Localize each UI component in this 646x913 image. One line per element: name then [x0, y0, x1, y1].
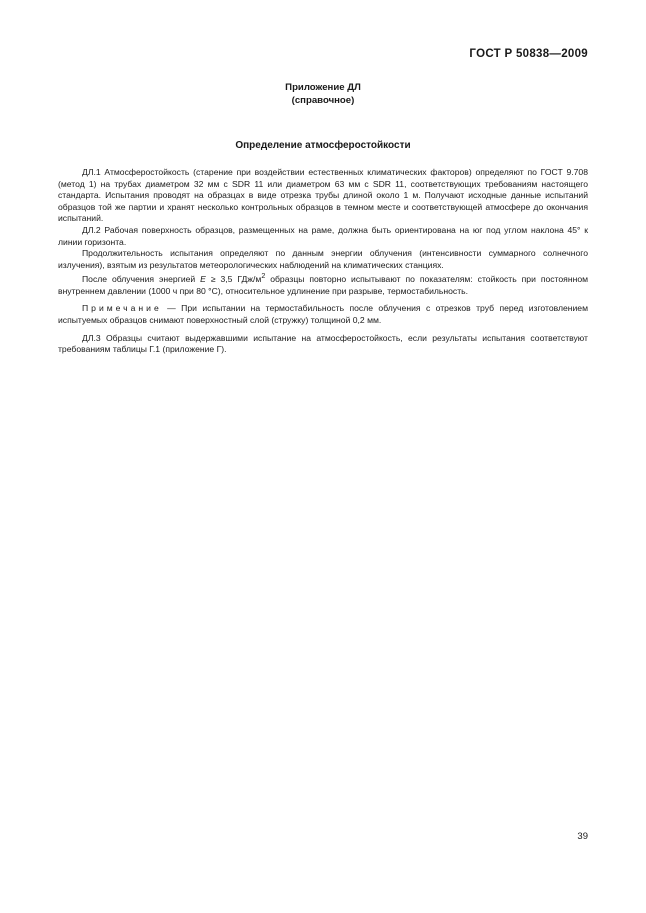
note-label: Примечание — [82, 303, 162, 314]
irradiation-text-end: образцы повторно испытывают по показателям: стойкость при постоянном внутреннем давлении (1000 ч при 80 °С), относительное удлинение при разрыве, термостабильность. — [58, 274, 589, 296]
unit-superscript: 2 — [261, 272, 266, 281]
paragraph-dl1: ДЛ.1 Атмосферостойкость (старение при воздействии естественных климатических факторов) определяют по ГОСТ 9.708 (метод 1) на трубах диаметром 32 мм с SDR 11 или диаметром 63 мм с SDR 11, соответствующих требованиям настоящего стандарта. Испытания проводят на образцах в виде отрезка трубы длиной около 1 м. Получают исходные данные испытаний образцов той же партии и хранят несколько контрольных образцов в темном месте и соответствующей атмосфере до окончания испытаний. — [58, 167, 588, 224]
irradiation-text-start: После облучения энергией — [82, 274, 201, 285]
note-paragraph — [58, 303, 588, 326]
appendix-title: Приложение ДЛ — [285, 82, 361, 93]
irradiation-value: ≥ 3,5 ГДж/м — [205, 274, 262, 285]
document-body — [58, 167, 588, 356]
section-title: Определение атмосферостойкости — [235, 140, 411, 151]
page-number: 39 — [577, 831, 588, 842]
note-text: — При испытании на термостабильность после облучения с отрезков труб перед изготовлением испытуемых образцов снимают поверхностный слой (стружку) толщиной 0,2 мм. — [58, 303, 588, 325]
standard-code: ГОСТ Р 50838—2009 — [469, 48, 588, 60]
appendix-subtitle: (справочное) — [291, 95, 355, 106]
paragraph-duration: Продолжительность испытания определяют по данным энергии облучения (интенсивности суммарного солнечного излучения), взятым из результатов метеорологических наблюдений на климатических станциях. — [58, 248, 588, 270]
paragraph-dl3: ДЛ.3 Образцы считают выдержавшими испытание на атмосферостойкость, если результаты испытания соответствуют требованиям таблицы Г.1 (приложение Г). — [58, 332, 588, 355]
paragraph-dl2: ДЛ.2 Рабочая поверхность образцов, размещенных на раме, должна быть ориентирована на юг под углом наклона 45° к линии горизонта. — [58, 224, 588, 247]
energy-variable: E — [200, 274, 206, 285]
paragraph-irradiation — [58, 271, 588, 297]
appendix-heading — [0, 81, 646, 107]
